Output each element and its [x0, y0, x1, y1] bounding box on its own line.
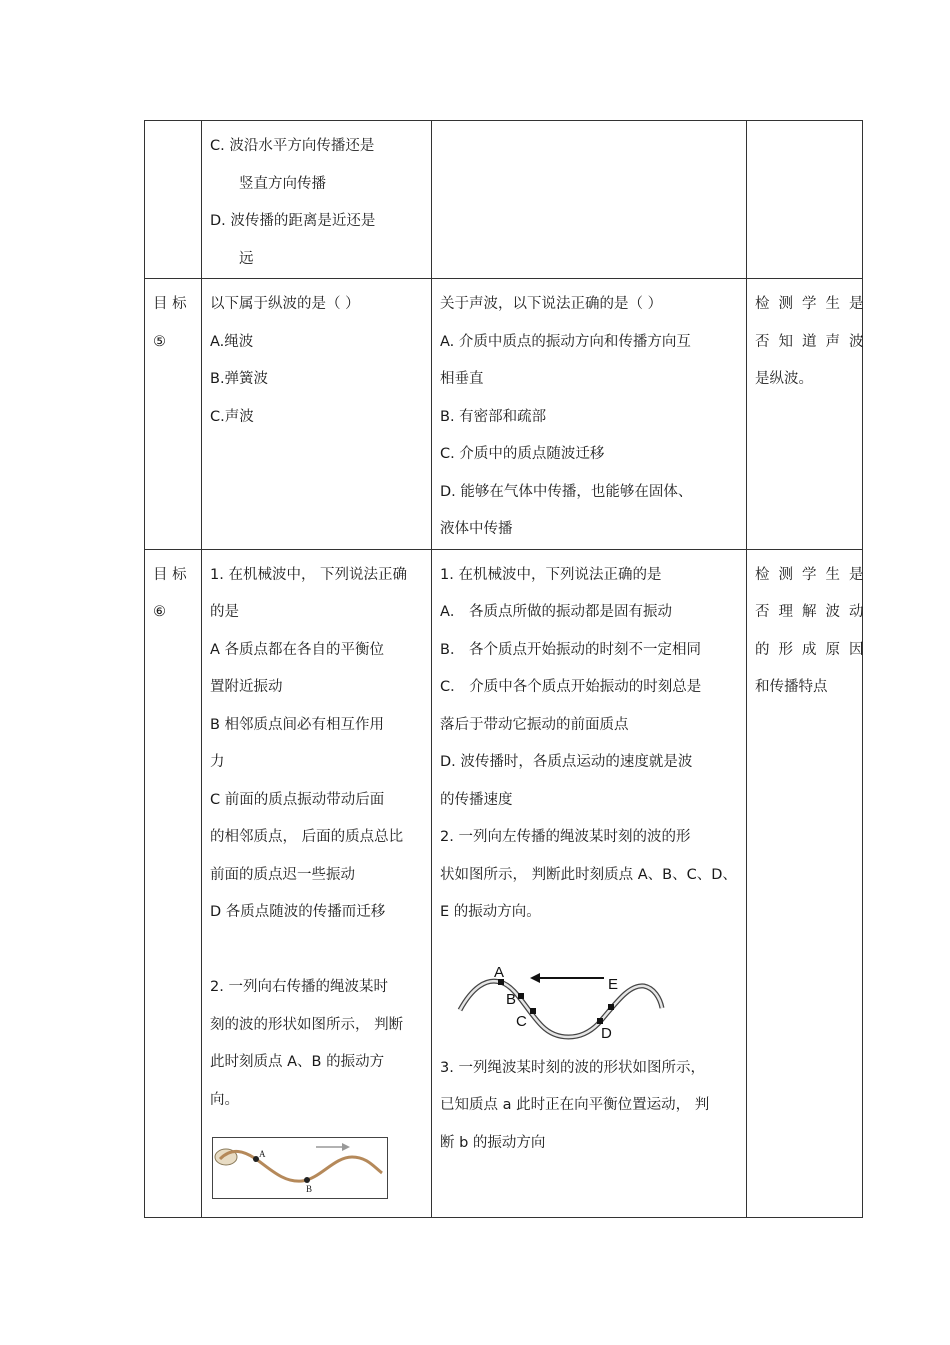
- option-a: A.绳波: [210, 333, 254, 350]
- text-line: D. 波传播的距离是近还是: [210, 213, 376, 229]
- text-line: 的相邻质点， 后面的质点总比: [210, 829, 404, 845]
- question-cell-advanced: [432, 549, 747, 1217]
- goal-number: ⑤: [153, 333, 166, 350]
- text-line: 断 b 的振动方向: [440, 1134, 546, 1151]
- text-line: 力: [210, 754, 225, 770]
- goal-number: ⑥: [153, 604, 166, 620]
- purpose-line: 否理解波动: [755, 604, 873, 620]
- point-label: D: [601, 1024, 612, 1042]
- option-a-cont: 相垂直: [440, 371, 484, 387]
- text-line: D 各质点随波的传播而迁移: [210, 904, 386, 920]
- text-line: C． 介质中各个质点开始振动的时刻总是: [440, 679, 702, 695]
- option-d: D. 能够在气体中传播，也能够在固体、: [440, 483, 693, 500]
- text-line: A． 各质点所做的振动都是固有振动: [440, 604, 673, 620]
- option-c: C.声波: [210, 408, 254, 425]
- text-line: 刻的波的形状如图所示， 判断: [210, 1016, 404, 1033]
- text-line: 落后于带动它振动的前面质点: [440, 716, 629, 733]
- text-line: 1. 在机械波中， 下列说法正确: [210, 566, 408, 583]
- purpose-cell: [747, 549, 873, 1217]
- lesson-table: [144, 120, 873, 1218]
- text-line: 的传播速度: [440, 791, 513, 808]
- point-label: A: [494, 963, 505, 981]
- text-line: E 的振动方向。: [440, 904, 541, 920]
- text-line: 3. 一列绳波某时刻的波的形状如图所示，: [440, 1059, 705, 1076]
- purpose-line: 检测学生是: [755, 296, 873, 312]
- text-line: 远: [239, 250, 254, 267]
- text-line: 置附近振动: [210, 679, 283, 695]
- text-line: 2. 一列向左传播的绳波某时刻的波的形: [440, 829, 691, 845]
- purpose-line: 是纵波。: [755, 371, 813, 387]
- table-row-goal6: [145, 549, 863, 1217]
- goal-label-cell: [145, 549, 202, 1217]
- empty-cell: [747, 121, 863, 279]
- question-cell-basic: [202, 549, 432, 1217]
- question-cell-basic: [202, 279, 432, 550]
- text-line: 向。: [210, 1091, 239, 1108]
- purpose-line: 检测学生是: [755, 566, 873, 583]
- point-label: C: [516, 1012, 527, 1030]
- point-label: B: [306, 1184, 313, 1194]
- text-line: 状如图所示， 判断此时刻质点 A、B、C、D、: [440, 866, 737, 883]
- text-line: 竖直方向传播: [239, 175, 326, 192]
- goal-label: 目 标: [153, 296, 187, 312]
- question-stem: 关于声波，以下说法正确的是（ ）: [440, 296, 663, 312]
- text-line: 前面的质点迟一些振动: [210, 866, 355, 883]
- text-line: A 各质点都在各自的平衡位: [210, 641, 385, 658]
- empty-cell: [432, 121, 747, 279]
- rope-wave-right-figure: [212, 1137, 388, 1199]
- option-b: B.弹簧波: [210, 371, 269, 387]
- rope-wave-left-figure: [448, 962, 668, 1052]
- blank-line: [210, 932, 425, 970]
- option-a: A. 介质中质点的振动方向和传播方向互: [440, 333, 691, 350]
- purpose-line: 的形成原因: [755, 641, 873, 658]
- text-line: 1. 在机械波中，下列说法正确的是: [440, 566, 662, 583]
- table-row-continued: [145, 121, 863, 279]
- purpose-line: 否知道声波: [755, 333, 873, 350]
- point-label: E: [608, 975, 619, 993]
- option-b: B. 有密部和疏部: [440, 408, 547, 425]
- text-line: 的是: [210, 604, 239, 620]
- question-cell-continued: [202, 121, 432, 279]
- text-line: 此时刻质点 A、B 的振动方: [210, 1054, 385, 1070]
- option-d-cont: 液体中传播: [440, 521, 513, 537]
- table-row-goal5: [145, 279, 863, 550]
- text-line: 2. 一列向右传播的绳波某时: [210, 979, 388, 995]
- question-cell-advanced: [432, 279, 747, 550]
- point-label: A: [259, 1149, 266, 1159]
- goal-cell-empty: [145, 121, 202, 279]
- option-c: C. 介质中的质点随波迁移: [440, 446, 605, 462]
- text-line: D. 波传播时，各质点运动的速度就是波: [440, 754, 693, 770]
- point-label: B: [506, 990, 517, 1008]
- purpose-cell: [747, 279, 873, 550]
- text-line: B． 各个质点开始振动的时刻不一定相同: [440, 641, 702, 658]
- question-stem: 以下属于纵波的是（ ）: [210, 296, 360, 312]
- text-line: C 前面的质点振动带动后面: [210, 791, 385, 808]
- purpose-line: 和传播特点: [755, 679, 828, 695]
- text-line: C. 波沿水平方向传播还是: [210, 138, 375, 154]
- goal-label: 目 标: [153, 566, 187, 583]
- text-line: 已知质点 a 此时正在向平衡位置运动， 判: [440, 1097, 710, 1113]
- text-line: B 相邻质点间必有相互作用: [210, 716, 385, 733]
- goal-label-cell: [145, 279, 202, 550]
